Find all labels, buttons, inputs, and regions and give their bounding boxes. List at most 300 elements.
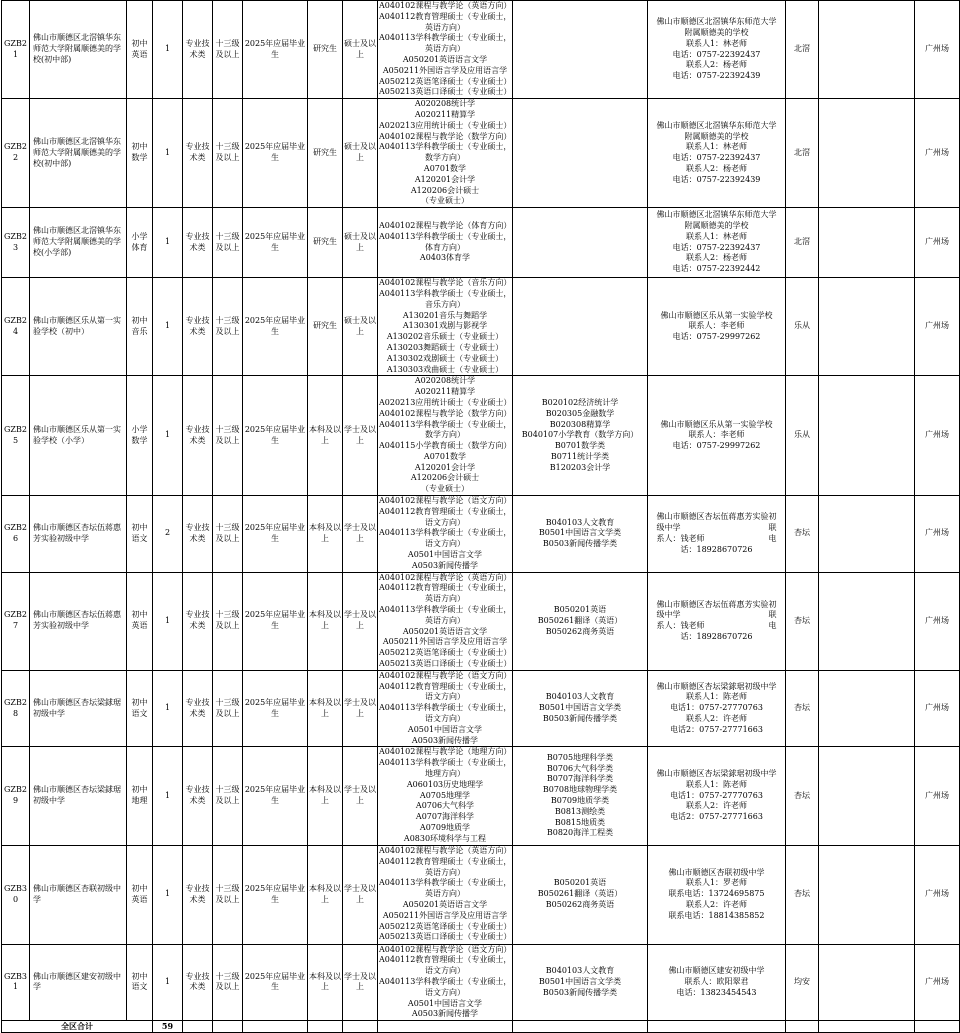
graduate-major-cell-line: 数学方向） <box>425 430 465 440</box>
position-code-cell: GZB24 <box>2 278 30 376</box>
education-cell: 研究生 <box>308 278 343 376</box>
graduate-major-cell-line: A040112教育管理硕士（专业硕士， <box>379 856 512 866</box>
graduate-major-cell-line: A040102课程与教学论（体育方向） <box>379 221 512 231</box>
total-empty-cell <box>648 1021 786 1033</box>
undergraduate-major-cell-line: B020308精算学 <box>549 419 611 429</box>
contact-cell-line: 级中学 联 <box>656 610 777 620</box>
contact-cell-line: 联系电话：13724695875 <box>668 889 765 899</box>
contact-cell-line: 佛山市顺德区北滘镇华东师范大学 <box>656 120 777 130</box>
undergraduate-major-cell-line: B020102经济统计学 <box>541 397 619 407</box>
category-cell: 专业技术类 <box>183 99 213 208</box>
subject-cell: 初中英语 <box>127 1 153 99</box>
undergraduate-major-cell-line: B0813测绘类 <box>554 806 606 816</box>
graduate-major-cell <box>378 99 513 208</box>
degree-cell: 学士及以上 <box>343 496 378 573</box>
venue-cell: 广州场 <box>915 944 960 1021</box>
contact-cell-line: 电话：0757-22392437 <box>672 242 761 252</box>
graduate-major-cell-line: A050212英语笔译硕士（专业硕士） <box>379 648 512 658</box>
count-cell: 1 <box>153 376 183 496</box>
education-cell: 本科及以上 <box>308 572 343 670</box>
graduate-major-cell-line: A040102课程与教学论（英语方向） <box>379 572 512 582</box>
contact-cell <box>648 845 786 944</box>
target-cell: 2025年应届毕业生 <box>243 670 308 747</box>
count-cell: 1 <box>153 670 183 747</box>
note-cell <box>819 572 915 670</box>
undergraduate-major-cell-line: B0501中国语言文学类 <box>538 703 622 713</box>
target-cell: 2025年应届毕业生 <box>243 278 308 376</box>
graduate-major-cell-line: A040112教育管理硕士（专业硕士， <box>379 583 512 593</box>
undergraduate-major-cell <box>513 572 648 670</box>
contact-cell-line: 联系电话：18814385852 <box>668 910 765 920</box>
venue-cell: 广州场 <box>915 572 960 670</box>
graduate-major-cell-line: 体育方向） <box>425 242 465 252</box>
contact-cell-line: 电话：0757-22392442 <box>672 264 761 274</box>
venue-cell: 广州场 <box>915 208 960 278</box>
contact-cell-line: 电话：13823454543 <box>676 987 757 997</box>
degree-cell: 学士及以上 <box>343 845 378 944</box>
target-cell: 2025年应届毕业生 <box>243 1 308 99</box>
graduate-major-cell-line: A020208统计学 <box>414 99 476 109</box>
table-body <box>2 1 960 1033</box>
graduate-major-cell-line: A0503新闻传播学 <box>411 560 479 570</box>
town-cell: 均安 <box>786 944 819 1021</box>
graduate-major-cell-line: A0705地理学 <box>419 790 471 800</box>
degree-cell: 学士及以上 <box>343 944 378 1021</box>
contact-cell-line: 系人：钱老师 电 <box>656 533 777 543</box>
graduate-major-cell-line: A050211外国语言学及应用语言学 <box>382 637 508 647</box>
graduate-major-cell-line: 地理方向） <box>425 769 465 778</box>
total-empty-cell <box>183 1021 213 1033</box>
total-empty-cell <box>213 1021 243 1033</box>
table-row <box>2 376 960 496</box>
contact-cell <box>648 747 786 845</box>
table-row <box>2 208 960 278</box>
undergraduate-major-cell-line: B0503新闻传播学类 <box>542 539 618 549</box>
undergraduate-major-cell-line: B050201英语 <box>553 605 607 615</box>
town-cell: 杏坛 <box>786 572 819 670</box>
contact-cell-line: 话：18928670726 <box>680 632 753 642</box>
graduate-major-cell-line: A040102课程与教学论（数学方向） <box>379 408 512 418</box>
table-row <box>2 845 960 944</box>
contact-cell-line: 电话：0757-29997262 <box>672 332 761 342</box>
contact-cell-line: 电话：0757-22392437 <box>672 153 761 163</box>
note-cell <box>819 944 915 1021</box>
table-row <box>2 944 960 1021</box>
category-cell: 专业技术类 <box>183 670 213 747</box>
degree-cell: 学士及以上 <box>343 572 378 670</box>
education-cell: 研究生 <box>308 99 343 208</box>
graduate-major-cell-line: A040113学科教学硕士（专业硕士， <box>379 142 512 152</box>
graduate-major-cell-line: A050212英语笔译硕士（专业硕士） <box>379 921 512 931</box>
town-cell: 杏坛 <box>786 496 819 573</box>
graduate-major-cell-line: A120206会计硕士 <box>410 185 480 195</box>
contact-cell-line: 佛山市顺德区北滘镇华东师范大学 <box>656 17 777 27</box>
level-cell: 十三级及以上 <box>213 1 243 99</box>
graduate-major-cell-line: A040112教育管理硕士（专业硕士， <box>379 681 512 691</box>
contact-cell-line: 联系人1：林老师 <box>685 231 748 241</box>
graduate-major-cell-line: A040102课程与教学论（语文方向） <box>379 496 512 506</box>
degree-cell: 硕士及以上 <box>343 208 378 278</box>
graduate-major-cell-line: A120201会计学 <box>414 174 476 184</box>
graduate-major-cell-line: 英语方向） <box>425 889 465 899</box>
graduate-major-cell-line: 英语方向） <box>425 22 465 32</box>
category-cell: 专业技术类 <box>183 1 213 99</box>
contact-cell-line: 佛山市顺德区杏坛伍蒋惠芳实验初 <box>656 599 777 609</box>
contact-cell-line: 佛山市顺德区杏坛梁銶琚初级中学 <box>656 681 777 691</box>
venue-cell: 广州场 <box>915 845 960 944</box>
note-cell <box>819 208 915 278</box>
contact-cell-line: 联系人：欧阳翠君 <box>684 976 749 986</box>
graduate-major-cell <box>378 944 513 1021</box>
graduate-major-cell-line: A040113学科教学硕士（专业硕士， <box>379 528 512 538</box>
undergraduate-major-cell <box>513 1 648 99</box>
note-cell <box>819 376 915 496</box>
contact-cell-line: 系人：钱老师 电 <box>656 621 777 631</box>
graduate-major-cell-line: （专业硕士） <box>421 196 469 206</box>
undergraduate-major-cell <box>513 747 648 845</box>
note-cell <box>819 496 915 573</box>
contact-cell-line: 联系人2：许老师 <box>685 801 748 811</box>
count-cell: 1 <box>153 845 183 944</box>
town-cell: 北滘 <box>786 99 819 208</box>
contact-cell-line: 电话1：0757-27770763 <box>670 703 763 713</box>
count-cell: 1 <box>153 278 183 376</box>
level-cell: 十三级及以上 <box>213 99 243 208</box>
undergraduate-major-cell-line: B0503新闻传播学类 <box>542 714 618 724</box>
contact-cell <box>648 278 786 376</box>
graduate-major-cell-line: 语文方向） <box>425 539 465 549</box>
contact-cell <box>648 670 786 747</box>
category-cell: 专业技术类 <box>183 208 213 278</box>
recruitment-table <box>1 0 960 1033</box>
subject-cell: 小学数学 <box>127 376 153 496</box>
town-cell: 杏坛 <box>786 670 819 747</box>
level-cell: 十三级及以上 <box>213 670 243 747</box>
graduate-major-cell-line: 语文方向） <box>425 714 465 724</box>
contact-cell-line: 电话：0757-22392439 <box>672 71 761 81</box>
category-cell: 专业技术类 <box>183 376 213 496</box>
undergraduate-major-cell-line: B0701数学类 <box>554 441 606 451</box>
graduate-major-cell <box>378 670 513 747</box>
undergraduate-major-cell-line: B0815地质类 <box>554 817 606 827</box>
venue-cell: 广州场 <box>915 376 960 496</box>
undergraduate-major-cell-line: B040103人文教育 <box>545 966 615 976</box>
graduate-major-cell-line: A0503新闻传播学 <box>411 1009 479 1019</box>
education-cell: 本科及以上 <box>308 670 343 747</box>
target-cell: 2025年应届毕业生 <box>243 376 308 496</box>
level-cell: 十三级及以上 <box>213 278 243 376</box>
target-cell: 2025年应届毕业生 <box>243 747 308 845</box>
graduate-major-cell-line: A0501中国语言文学 <box>407 724 483 734</box>
undergraduate-major-cell-line: B040103人文教育 <box>545 517 615 527</box>
unit-name-cell: 佛山市顺德区杏联初级中学 <box>30 845 127 944</box>
graduate-major-cell-line: A040102课程与教学论（数学方向） <box>379 131 512 141</box>
count-cell: 1 <box>153 944 183 1021</box>
total-empty-cell <box>243 1021 308 1033</box>
contact-cell-line: 联系人2：杨老师 <box>685 60 748 70</box>
graduate-major-cell-line: A130201音乐与舞蹈学 <box>402 310 488 320</box>
graduate-major-cell <box>378 376 513 496</box>
graduate-major-cell <box>378 747 513 845</box>
town-cell: 北滘 <box>786 208 819 278</box>
town-cell: 杏坛 <box>786 747 819 845</box>
graduate-major-cell-line: A0830环境科学与工程 <box>403 833 487 843</box>
graduate-major-cell-line: A040112教育管理硕士（专业硕士， <box>379 955 512 965</box>
unit-name-cell: 佛山市顺德区杏坛梁銶琚初级中学 <box>30 670 127 747</box>
level-cell: 十三级及以上 <box>213 376 243 496</box>
graduate-major-cell-line: A0501中国语言文学 <box>407 998 483 1008</box>
total-empty-cell <box>786 1021 819 1033</box>
total-count: 59 <box>153 1021 183 1033</box>
graduate-major-cell-line: A050201英语语言文学 <box>402 899 488 909</box>
graduate-major-cell-line: 语文方向） <box>425 966 465 976</box>
graduate-major-cell-line: A040115小学教育硕士（数学方向） <box>379 441 512 451</box>
target-cell: 2025年应届毕业生 <box>243 944 308 1021</box>
graduate-major-cell-line: A130303戏曲硕士（专业硕士） <box>386 364 504 374</box>
education-cell: 本科及以上 <box>308 376 343 496</box>
contact-cell <box>648 1 786 99</box>
table-row <box>2 496 960 573</box>
undergraduate-major-cell-line: B050201英语 <box>553 878 607 888</box>
graduate-major-cell-line: 语文方向） <box>425 692 465 702</box>
contact-cell-line: 联系人：李老师 <box>688 321 745 331</box>
graduate-major-cell-line: A050201英语语言文学 <box>402 626 488 636</box>
contact-cell-line: 佛山市顺德区北滘镇华东师范大学 <box>656 210 777 220</box>
undergraduate-major-cell-line: B040107小学教育（数学方向） <box>521 430 639 440</box>
venue-cell: 广州场 <box>915 278 960 376</box>
undergraduate-major-cell-line: B0820海洋工程类 <box>546 828 614 838</box>
category-cell: 专业技术类 <box>183 845 213 944</box>
total-empty-cell <box>343 1021 378 1033</box>
target-cell: 2025年应届毕业生 <box>243 99 308 208</box>
contact-cell-line: 电话：0757-29997262 <box>672 441 761 451</box>
degree-cell: 学士及以上 <box>343 376 378 496</box>
graduate-major-cell-line: A130203舞蹈硕士（专业硕士） <box>386 342 504 352</box>
graduate-major-cell-line: A040112教育管理硕士（专业硕士， <box>379 11 512 21</box>
unit-name-cell: 佛山市顺德区杏坛梁銶琚初级中学 <box>30 747 127 845</box>
total-empty-cell <box>819 1021 915 1033</box>
graduate-major-cell-line: （专业硕士） <box>421 484 469 494</box>
graduate-major-cell-line: A0706大气科学 <box>415 801 475 811</box>
count-cell: 1 <box>153 747 183 845</box>
total-empty-cell <box>915 1021 960 1033</box>
graduate-major-cell-line: A040102课程与教学论（语文方向） <box>379 944 512 954</box>
graduate-major-cell-line: 语文方向） <box>425 517 465 527</box>
subject-cell: 初中语文 <box>127 944 153 1021</box>
undergraduate-major-cell-line: B050261翻译（英语） <box>537 615 623 625</box>
level-cell: 十三级及以上 <box>213 747 243 845</box>
contact-cell-line: 电话：0757-22392439 <box>672 174 761 184</box>
contact-cell-line: 附属顺德美的学校 <box>684 221 749 231</box>
contact-cell-line: 级中学 联 <box>656 523 777 533</box>
undergraduate-major-cell-line: B050262商务英语 <box>545 899 615 909</box>
education-cell: 本科及以上 <box>308 747 343 845</box>
undergraduate-major-cell-line: B050262商务英语 <box>545 626 615 636</box>
education-cell: 本科及以上 <box>308 944 343 1021</box>
contact-cell-line: 附属顺德美的学校 <box>684 131 749 141</box>
graduate-major-cell-line: 英语方向） <box>425 615 465 625</box>
graduate-major-cell-line: A130202音乐硕士（专业硕士） <box>386 332 504 342</box>
contact-cell-line: 佛山市顺德区建安初级中学 <box>668 966 765 976</box>
count-cell: 1 <box>153 99 183 208</box>
subject-cell: 初中地理 <box>127 747 153 845</box>
undergraduate-major-cell-line: B120203会计学 <box>549 462 611 472</box>
subject-cell: 初中数学 <box>127 99 153 208</box>
graduate-major-cell-line: A050211外国语言学及应用语言学 <box>382 65 508 75</box>
graduate-major-cell <box>378 572 513 670</box>
graduate-major-cell-line: A020213应用统计硕士（专业硕士） <box>379 397 512 407</box>
graduate-major-cell-line: A050213英语口译硕士（专业硕士） <box>379 932 512 942</box>
undergraduate-major-cell-line: B0707海洋科学类 <box>546 774 614 784</box>
contact-cell-line: 联系人1：陈老师 <box>685 779 748 789</box>
unit-name-cell: 佛山市顺德区乐从第一实验学校（初中） <box>30 278 127 376</box>
subject-cell: 初中语文 <box>127 496 153 573</box>
table-row <box>2 747 960 845</box>
contact-cell-line: 电话2：0757-27771663 <box>670 724 763 734</box>
graduate-major-cell-line: A050213英语口译硕士（专业硕士） <box>379 87 512 97</box>
level-cell: 十三级及以上 <box>213 845 243 944</box>
note-cell <box>819 670 915 747</box>
note-cell <box>819 747 915 845</box>
town-cell: 杏坛 <box>786 845 819 944</box>
contact-cell-line: 联系人2：杨老师 <box>685 163 748 173</box>
undergraduate-major-cell <box>513 845 648 944</box>
graduate-major-cell-line: A020213应用统计硕士（专业硕士） <box>379 120 512 130</box>
graduate-major-cell-line: A0501中国语言文学 <box>407 550 483 560</box>
position-code-cell: GZB29 <box>2 747 30 845</box>
category-cell: 专业技术类 <box>183 278 213 376</box>
graduate-major-cell-line: A130302戏剧硕士（专业硕士） <box>386 353 504 363</box>
undergraduate-major-cell <box>513 208 648 278</box>
graduate-major-cell-line: A020211精算学 <box>414 109 476 119</box>
town-cell: 乐从 <box>786 376 819 496</box>
contact-cell <box>648 496 786 573</box>
graduate-major-cell-line: A0709地质学 <box>419 822 471 832</box>
graduate-major-cell-line: A050201英语语言文学 <box>402 54 488 64</box>
graduate-major-cell-line: A050211外国语言学及应用语言学 <box>382 910 508 920</box>
undergraduate-major-cell-line: B040103人文教育 <box>545 692 615 702</box>
category-cell: 专业技术类 <box>183 747 213 845</box>
unit-name-cell: 佛山市顺德区杏坛伍蒋惠芳实验初级中学 <box>30 496 127 573</box>
target-cell: 2025年应届毕业生 <box>243 572 308 670</box>
graduate-major-cell-line: A120206会计硕士 <box>410 473 480 483</box>
position-code-cell: GZB31 <box>2 944 30 1021</box>
total-empty-cell <box>308 1021 343 1033</box>
subject-cell: 初中语文 <box>127 670 153 747</box>
graduate-major-cell-line: A120201会计学 <box>414 462 476 472</box>
total-label: 全区合计 <box>2 1021 153 1033</box>
graduate-major-cell-line: A040102课程与教学论（英语方向） <box>379 1 512 10</box>
venue-cell: 广州场 <box>915 670 960 747</box>
count-cell: 2 <box>153 496 183 573</box>
graduate-major-cell-line: A040113学科教学硕士（专业硕士， <box>379 231 512 241</box>
contact-cell <box>648 572 786 670</box>
contact-cell-line: 联系人1：陈老师 <box>685 692 748 702</box>
unit-name-cell: 佛山市顺德区建安初级中学 <box>30 944 127 1021</box>
graduate-major-cell-line: A050213英语口译硕士（专业硕士） <box>379 659 512 669</box>
education-cell: 研究生 <box>308 208 343 278</box>
graduate-major-cell <box>378 845 513 944</box>
level-cell: 十三级及以上 <box>213 496 243 573</box>
graduate-major-cell-line: A040113学科教学硕士（专业硕士， <box>379 33 512 43</box>
education-cell: 本科及以上 <box>308 496 343 573</box>
graduate-major-cell-line: A0403体育学 <box>419 253 471 263</box>
contact-cell-line: 联系人1：罗老师 <box>685 878 748 888</box>
undergraduate-major-cell-line: B0501中国语言文学类 <box>538 976 622 986</box>
category-cell: 专业技术类 <box>183 496 213 573</box>
unit-name-cell: 佛山市顺德区北滘镇华东师范大学附属顺德美的学校(小学部) <box>30 208 127 278</box>
undergraduate-major-cell-line: B0705地理科学类 <box>546 752 614 762</box>
contact-cell-line: 佛山市顺德区杏坛梁銶琚初级中学 <box>656 769 777 778</box>
position-code-cell: GZB21 <box>2 1 30 99</box>
graduate-major-cell-line: A020208统计学 <box>414 376 476 386</box>
total-empty-cell <box>378 1021 513 1033</box>
graduate-major-cell-line: A130301戏剧与影视学 <box>402 321 488 331</box>
note-cell <box>819 845 915 944</box>
graduate-major-cell-line: A0707海洋科学 <box>415 812 475 822</box>
graduate-major-cell-line: 音乐方向） <box>425 299 465 309</box>
venue-cell: 广州场 <box>915 1 960 99</box>
target-cell: 2025年应届毕业生 <box>243 845 308 944</box>
degree-cell: 硕士及以上 <box>343 99 378 208</box>
position-code-cell: GZB25 <box>2 376 30 496</box>
graduate-major-cell-line: 英语方向） <box>425 44 465 54</box>
graduate-major-cell-line: A0701数学 <box>423 163 467 173</box>
town-cell: 北滘 <box>786 1 819 99</box>
position-code-cell: GZB22 <box>2 99 30 208</box>
contact-cell <box>648 944 786 1021</box>
unit-name-cell: 佛山市顺德区杏坛伍蒋惠芳实验初级中学 <box>30 572 127 670</box>
unit-name-cell: 佛山市顺德区北滘镇华东师范大学附属顺德美的学校(初中部) <box>30 1 127 99</box>
graduate-major-cell <box>378 496 513 573</box>
position-code-cell: GZB23 <box>2 208 30 278</box>
graduate-major-cell <box>378 208 513 278</box>
graduate-major-cell-line: A0503新闻传播学 <box>411 735 479 745</box>
contact-cell-line: 联系人1：林老师 <box>685 142 748 152</box>
education-cell: 研究生 <box>308 1 343 99</box>
undergraduate-major-cell-line: B020305金融数学 <box>545 408 615 418</box>
contact-cell-line: 附属顺德美的学校 <box>684 27 749 37</box>
undergraduate-major-cell-line: B050261翻译（英语） <box>537 889 623 899</box>
note-cell <box>819 278 915 376</box>
contact-cell-line: 联系人1：林老师 <box>685 38 748 48</box>
undergraduate-major-cell <box>513 99 648 208</box>
contact-cell-line: 联系人2：许老师 <box>685 899 748 909</box>
target-cell: 2025年应届毕业生 <box>243 496 308 573</box>
graduate-major-cell-line: A040113学科教学硕士（专业硕士， <box>379 288 512 298</box>
level-cell: 十三级及以上 <box>213 572 243 670</box>
contact-cell-line: 佛山市顺德区杏联初级中学 <box>668 867 765 877</box>
note-cell <box>819 1 915 99</box>
undergraduate-major-cell-line: B0501中国语言文学类 <box>538 528 622 538</box>
contact-cell-line: 佛山市顺德区乐从第一实验学校 <box>660 419 773 429</box>
table-row <box>2 99 960 208</box>
contact-cell-line: 电话1：0757-27770763 <box>670 790 763 800</box>
position-code-cell: GZB30 <box>2 845 30 944</box>
degree-cell: 硕士及以上 <box>343 1 378 99</box>
unit-name-cell: 佛山市顺德区北滘镇华东师范大学附属顺德美的学校(初中部) <box>30 99 127 208</box>
target-cell: 2025年应届毕业生 <box>243 208 308 278</box>
graduate-major-cell-line: A040113学科教学硕士（专业硕士， <box>379 605 512 615</box>
graduate-major-cell-line: A040113学科教学硕士（专业硕士， <box>379 703 512 713</box>
count-cell: 1 <box>153 572 183 670</box>
contact-cell <box>648 99 786 208</box>
undergraduate-major-cell-line: B0706大气科学类 <box>546 763 614 773</box>
undergraduate-major-cell <box>513 944 648 1021</box>
count-cell: 1 <box>153 208 183 278</box>
undergraduate-major-cell <box>513 670 648 747</box>
graduate-major-cell-line: A0701数学 <box>423 451 467 461</box>
